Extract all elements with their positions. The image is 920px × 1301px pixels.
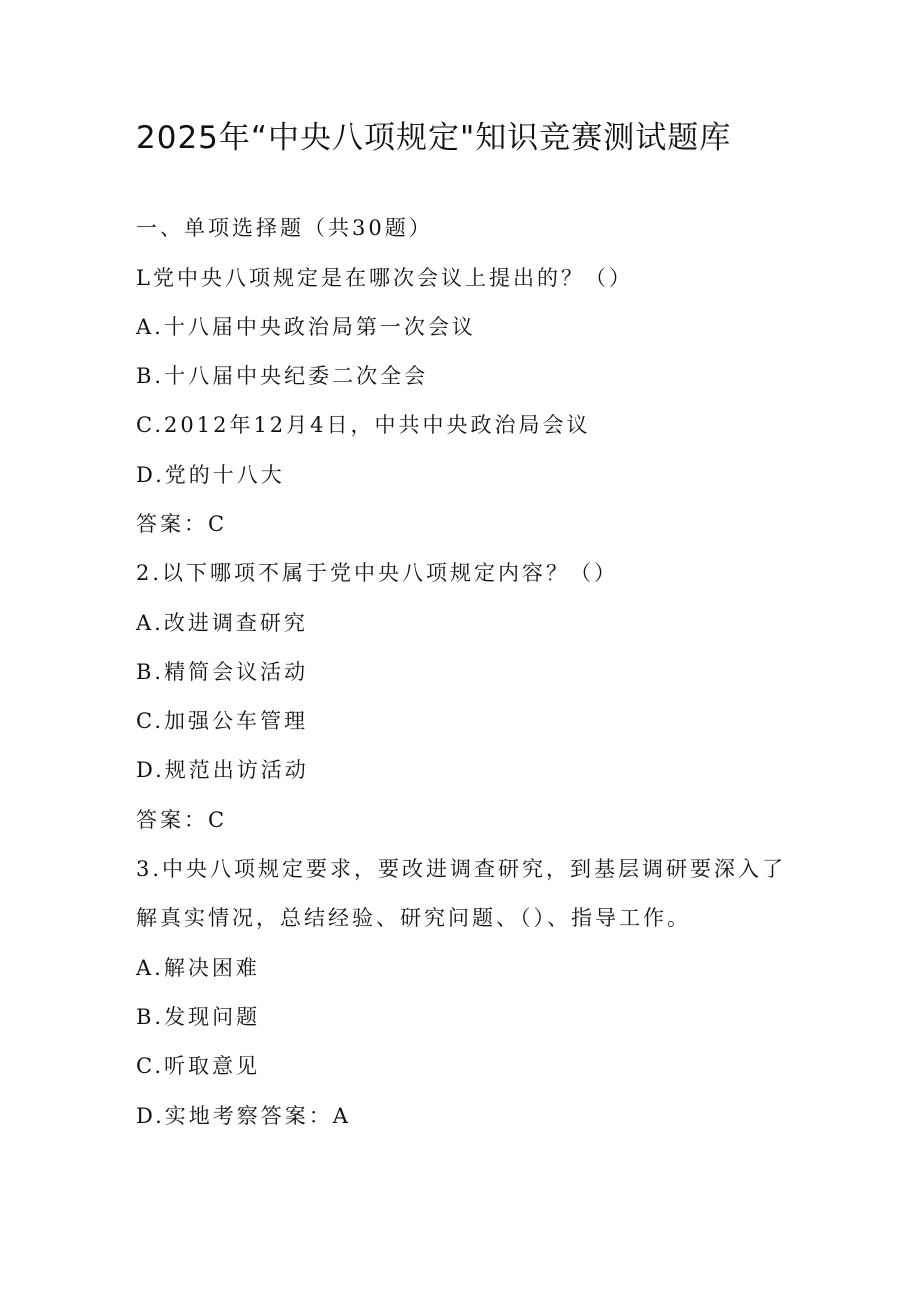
question-2-answer: 答案：C bbox=[136, 808, 228, 832]
question-1-option-a: A.十八届中央政治局第一次会议 bbox=[136, 315, 476, 339]
question-2-option-d: D.规范出访活动 bbox=[136, 758, 309, 782]
question-1-answer: 答案：C bbox=[136, 512, 228, 536]
question-3-stem-line-1: 3.中央八项规定要求，要改进调查研究，到基层调研要深入了 bbox=[136, 857, 787, 881]
question-2-option-c: C.加强公车管理 bbox=[136, 709, 308, 733]
section-heading: 一、单项选择题（共30题） bbox=[136, 216, 433, 240]
question-1-stem: L党中央八项规定是在哪次会议上提出的？（） bbox=[136, 266, 633, 290]
question-2-option-b: B.精简会议活动 bbox=[136, 660, 309, 684]
question-2-stem: 2.以下哪项不属于党中央八项规定内容？（） bbox=[136, 561, 619, 585]
question-1-option-d: D.党的十八大 bbox=[136, 463, 285, 487]
question-3-option-c: C.听取意见 bbox=[136, 1054, 260, 1078]
question-1-option-c: C.2012年12月4日，中共中央政治局会议 bbox=[136, 413, 591, 437]
question-3-option-a: A.解决困难 bbox=[136, 956, 260, 980]
document-title: 2025年“中央八项规定"知识竞赛测试题库 bbox=[136, 120, 732, 156]
question-3-option-b: B.发现问题 bbox=[136, 1005, 261, 1029]
question-2-option-a: A.改进调查研究 bbox=[136, 611, 308, 635]
question-1-option-b: B.十八届中央纪委二次全会 bbox=[136, 364, 429, 388]
question-3-option-d-with-answer: D.实地考察答案：A bbox=[136, 1104, 351, 1128]
question-3-stem-line-2: 解真实情况，总结经验、研究问题、（）、指导工作。 bbox=[136, 906, 691, 930]
